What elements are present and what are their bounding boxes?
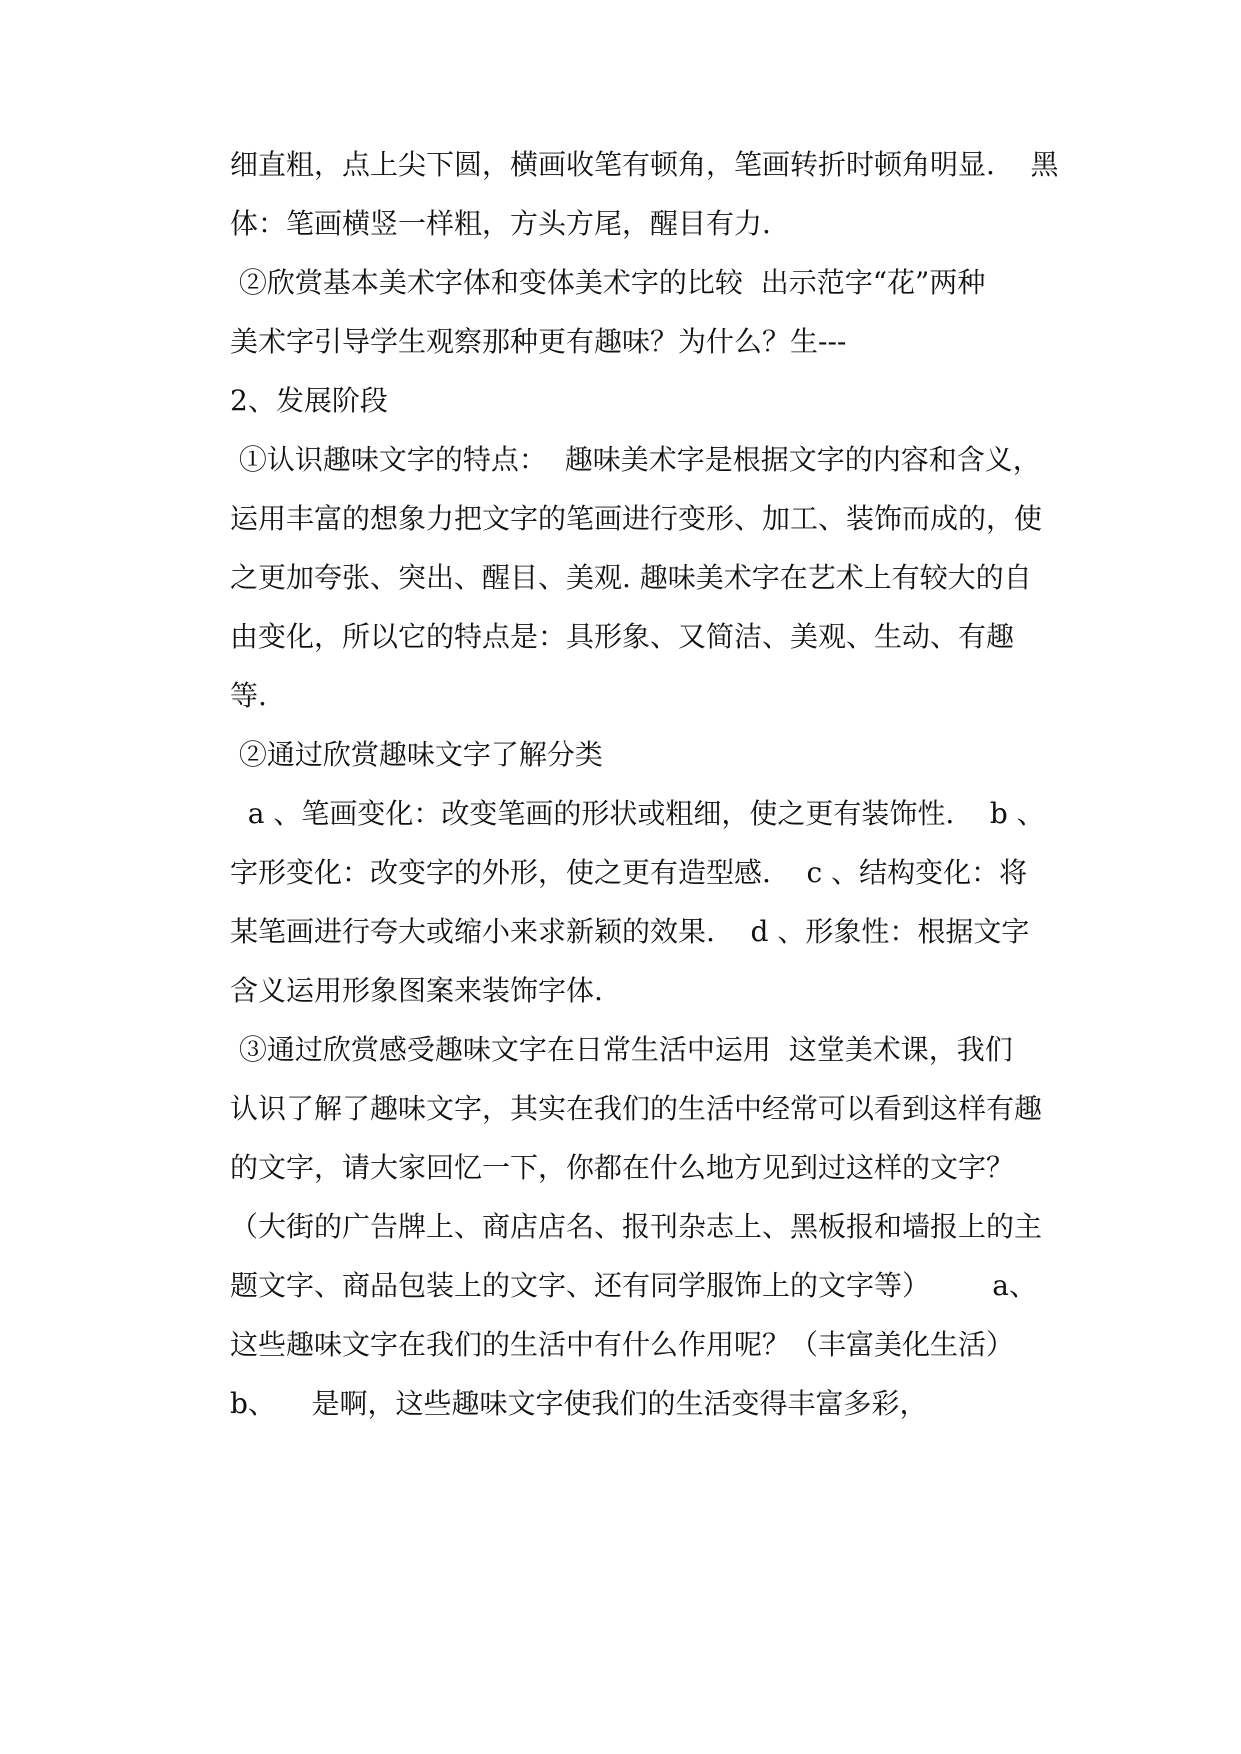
text-line: 运用丰富的想象力把文字的笔画进行变形、加工、装饰而成的，使 — [230, 502, 1043, 535]
text-line: ②欣赏基本美术字体和变体美术字的比较 出示范字“花”两种 — [230, 266, 986, 299]
text-line: 某笔画进行夸大或缩小来求新颖的效果. d 、形象性：根据文字 — [230, 915, 1030, 948]
text-line: 的文字，请大家回忆一下，你都在什么地方见到过这样的文字？ — [230, 1151, 1015, 1184]
text-line: a 、笔画变化：改变笔画的形状或粗细，使之更有装饰性. b 、 — [230, 797, 1045, 830]
text-line: 认识了解了趣味文字，其实在我们的生活中经常可以看到这样有趣 — [230, 1092, 1043, 1125]
text-line: 由变化，所以它的特点是：具形象、又简洁、美观、生动、有趣 — [230, 620, 1015, 653]
text-line: 美术字引导学生观察那种更有趣味？为什么？生--- — [230, 325, 847, 358]
text-line: ③通过欣赏感受趣味文字在日常生活中运用 这堂美术课，我们 — [230, 1033, 1013, 1066]
text-line: 这些趣味文字在我们的生活中有什么作用呢？（丰富美化生活） — [230, 1328, 1015, 1361]
text-line: b、 是啊，这些趣味文字使我们的生活变得丰富多彩， — [230, 1387, 928, 1420]
text-line: 字形变化：改变字的外形，使之更有造型感. c 、结构变化：将 — [230, 856, 1028, 889]
text-line: 含义运用形象图案来装饰字体. — [230, 974, 603, 1007]
text-line: 体：笔画横竖一样粗，方头方尾，醒目有力. — [230, 207, 771, 240]
text-line: ①认识趣味文字的特点： 趣味美术字是根据文字的内容和含义， — [230, 443, 1041, 476]
text-line: 题文字、商品包装上的文字、还有同学服饰上的文字等） a、 — [230, 1269, 1037, 1302]
text-line: 等. — [230, 679, 267, 712]
section-heading: 2、发展阶段 — [230, 384, 388, 417]
text-line: 之更加夸张、突出、醒目、美观. 趣味美术字在艺术上有较大的自 — [230, 561, 1032, 594]
text-line: 细直粗，点上尖下圆，横画收笔有顿角，笔画转折时顿角明显. 黑 — [230, 148, 1059, 181]
text-line: ②通过欣赏趣味文字了解分类 — [230, 738, 603, 771]
text-line: （大街的广告牌上、商店店名、报刊杂志上、黑板报和墙报上的主 — [230, 1210, 1043, 1243]
